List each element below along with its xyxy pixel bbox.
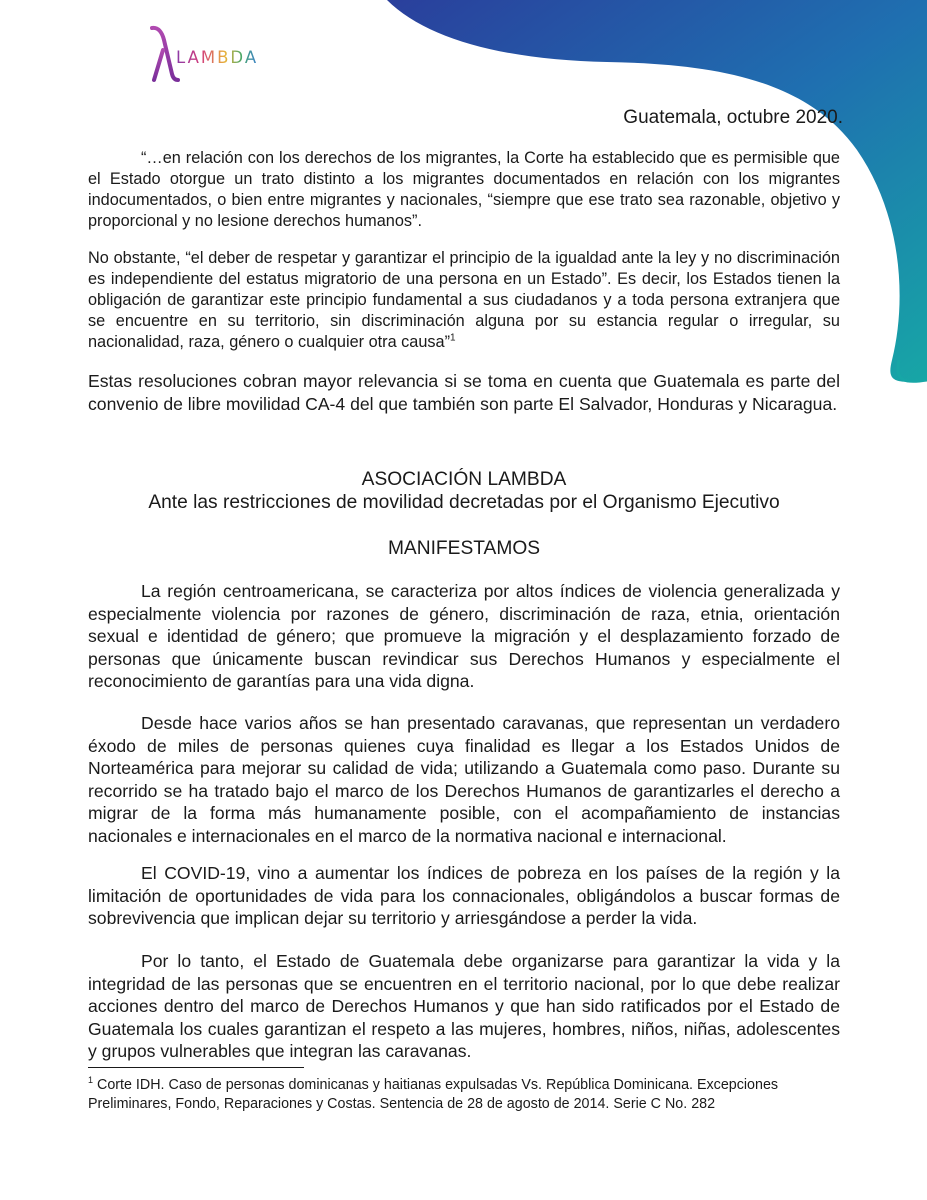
footnote-ref: 1	[450, 332, 456, 344]
footnote-number: 1	[88, 1075, 94, 1086]
body-paragraph-state: Por lo tanto, el Estado de Guatemala debe organizarse para garantizar la vida y la integridad de las personas que se encuentren en el territorio nacional, por lo que debe realizar acciones dentro del marco de Derechos Humanos y que han sido ratificados por el Estado de Guatemala los cuales garantizan el respeto a las mujeres, hombres, niños, niñas, adolescentes y grupos vulnerables que integran las caravanas.	[88, 951, 840, 1061]
lambda-logo	[148, 24, 288, 88]
quote-paragraph-2	[88, 248, 840, 353]
organization-heading: ASOCIACIÓN LAMBDA	[361, 469, 567, 490]
footnote-text: Corte IDH. Caso de personas dominicanas y haitianas expulsadas Vs. República Dominicana. Excepciones Preliminares, Fondo, Reparaciones y Costas. Sentencia de 28 de agosto de 2014. Serie C No. 282	[88, 1077, 779, 1112]
document-date: Guatemala, octubre 2020.	[623, 107, 843, 128]
manifest-heading: MANIFESTAMOS	[387, 538, 541, 559]
body-paragraph-covid: El COVID-19, vino a aumentar los índices de pobreza en los países de la región y la limitación de oportunidades de vida para los connacionales, obligándolos a buscar formas de sobrevivencia que implican dejar su territorio y arriesgándose a perder la vida.	[88, 863, 840, 928]
quote-paragraph: “…en relación con los derechos de los migrantes, la Corte ha establecido que es permisible que el Estado otorgue un trato distinto a los migrantes documentados en relación con los migrantes indocumentados, o bien entre migrantes y nacionales, “siempre que ese trato sea razonable, objetivo y proporcional y no lesione derechos humanos”.	[88, 149, 840, 230]
body-paragraph-region: La región centroamericana, se caracteriza por altos índices de violencia generalizada y especialmente violencia por razones de género, discriminación de raza, etnia, orientación sexual e identidad de género; que promueve la migración y el desplazamiento forzado de personas que únicamente buscan revindicar sus Derechos Humanos y especialmente el reconocimiento de garantías para una vida digna.	[88, 581, 840, 691]
body-paragraph-caravans: Desde hace varios años se han presentado caravanas, que representan un verdadero éxodo de miles de personas quienes cuya finalidad es llegar a los Estados Unidos de Norteamérica para mejorar su calidad de vida; utilizando a Guatemala como paso. Durante su recorrido se ha tratado bajo el marco de los Derechos Humanos de garantizarles el derecho a migrar de la forma más humanamente posible, con el acompañamiento de instancias nacionales e internacionales en el marco de la normativa nacional e internacional.	[88, 713, 840, 846]
footnote	[88, 1076, 840, 1114]
footnote-divider	[88, 1067, 304, 1068]
subject-heading: Ante las restricciones de movilidad decretadas por el Organismo Ejecutivo	[148, 492, 780, 513]
brand-name: LAMBDA	[176, 48, 259, 67]
paragraph-text: No obstante, “el deber de respetar y garantizar el principio de la igualdad ante la ley y no discriminación es independiente del estatus migratorio de una persona en un Estado”. Es decir, los Estados tienen la obligación de garantizar este principio fundamental a sus ciudadanos y a toda persona extranjera que se encuentre en su territorio, sin discriminación alguna por su estancia regular o irregular, su nacionalidad, raza, género o cualquier otra causa”	[88, 249, 840, 351]
relevance-paragraph: Estas resoluciones cobran mayor relevancia si se toma en cuenta que Guatemala es parte del convenio de libre movilidad CA-4 del que también son parte El Salvador, Honduras y Nicaragua.	[88, 371, 840, 414]
